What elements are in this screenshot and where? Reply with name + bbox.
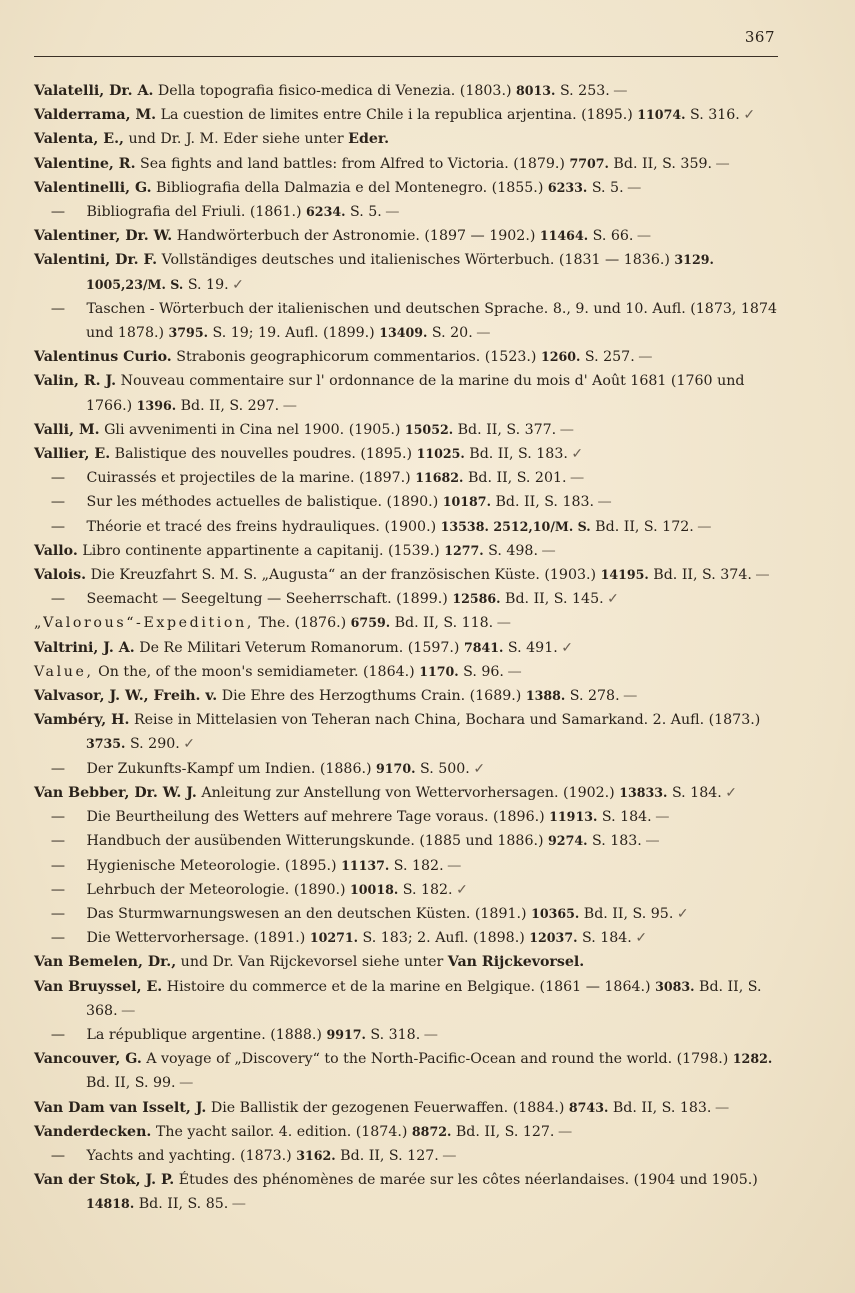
entry-heading: Valentinelli, G.: [34, 179, 152, 196]
index-entry: [34, 1047, 780, 1095]
entry-location: S. 184.: [597, 809, 652, 826]
entry-location: S. 182.: [398, 881, 453, 898]
entry-number: 6759.: [350, 615, 391, 631]
index-entry: [34, 248, 780, 296]
entry-location: S. 253.: [555, 83, 610, 99]
index-entry: [34, 442, 780, 466]
index-entry: [34, 103, 780, 127]
entry-checkmark: ✓: [557, 639, 573, 656]
index-entry: [34, 829, 780, 853]
entry-dash: —: [50, 204, 66, 221]
entry-number: 3129.: [674, 252, 714, 268]
index-entry: [34, 563, 780, 587]
index-entry: [34, 950, 780, 974]
entry-location: S. 66.: [588, 228, 634, 245]
index-entry: [34, 1144, 780, 1168]
entry-title: Die Wettervorhersage. (1891.): [82, 930, 310, 947]
entry-title: Histoire du commerce et de la marine en Belgique. (1861 — 1864.): [162, 978, 656, 995]
entry-location: S. 183.: [587, 833, 642, 850]
index-entry: [34, 1023, 780, 1047]
index-entry: [34, 757, 780, 781]
entry-location: Bd. II, S. 145.: [500, 591, 604, 608]
entry-heading: Valentine, R.: [34, 155, 136, 172]
entry-checkmark: —: [619, 688, 637, 705]
entry-title: Bibliografia del Friuli. (1861.): [82, 204, 307, 221]
entry-checkmark: —: [566, 470, 584, 487]
entry-number: 8013.: [516, 83, 556, 98]
entry-location: S. 491.: [503, 639, 558, 656]
index-entry: [34, 1096, 780, 1120]
entry-checkmark: ✓: [452, 881, 467, 898]
entry-title: Études des phénomènes de marée sur les côtes néerlandaises. (1904 und 1905.): [174, 1172, 758, 1189]
entry-location-secondary: S. 20.: [427, 325, 473, 342]
entry-checkmark: ✓: [631, 930, 647, 947]
entry-title: Sea fights and land battles: from Alfred to Victoria. (1879.): [135, 155, 570, 172]
entry-number: 12586.: [452, 591, 501, 607]
entry-checkmark: —: [693, 518, 711, 535]
entry-title: Anleitung zur Anstellung von Wettervorhersagen. (1902.): [196, 784, 620, 801]
entry-number-secondary: 2512,10/M. S.: [493, 518, 591, 534]
entry-title: Lehrbuch der Meteorologie. (1890.): [82, 881, 351, 898]
entry-checkmark: —: [117, 1002, 135, 1019]
entry-title: Die Kreuzfahrt S. M. S. „Augusta“ an der französischen Küste. (1903.): [86, 567, 601, 584]
index-entry: [34, 152, 780, 176]
entry-number: 14818.: [86, 1196, 135, 1212]
entry-number: 11913.: [549, 809, 598, 825]
entry-location: Bd. II, S. 127.: [451, 1123, 555, 1140]
entry-location: Bd. II, S. 297.: [176, 397, 280, 414]
entry-number: 6234.: [306, 204, 346, 220]
entry-title: Cuirassés et projectiles de la marine. (1897.): [82, 470, 416, 487]
entry-dash: —: [50, 470, 66, 487]
index-entry: [34, 200, 780, 224]
entry-heading: Valtrini, J. A.: [34, 639, 135, 656]
entry-dash: —: [50, 905, 66, 922]
entry-heading: Vancouver, G.: [34, 1051, 142, 1068]
entry-title: Das Sturmwarnungswesen an den deutschen Küsten. (1891.): [82, 905, 532, 922]
index-entry: [34, 975, 780, 1023]
entry-dash: —: [50, 833, 66, 850]
entry-number: 11025.: [416, 446, 465, 462]
entry-title: und Dr. J. M. Eder siehe unter: [123, 131, 349, 148]
index-entry: [34, 708, 780, 756]
entry-heading: Valenta, E.,: [34, 131, 124, 148]
index-entry: [34, 902, 780, 926]
entry-number: 7707.: [569, 155, 609, 171]
index-entry: [34, 297, 780, 345]
entry-location: S. 5.: [587, 179, 624, 196]
entry-heading: Van Bruyssel, E.: [34, 978, 163, 995]
entry-location: Bd. II, S. 183.: [490, 494, 595, 511]
entry-number: 1277.: [444, 542, 484, 558]
entry-title: De Re Militari Veterum Romanorum. (1597.): [134, 639, 464, 656]
entry-checkmark: —: [472, 325, 490, 342]
entry-checkmark: —: [651, 809, 669, 826]
entry-title: Gli avvenimenti in Cina nel 1900. (1905.): [99, 421, 405, 438]
entry-number: 10271.: [309, 930, 359, 946]
entry-dash: —: [50, 1026, 66, 1043]
entry-number: 11464.: [539, 228, 589, 244]
index-entry: [34, 79, 780, 103]
entry-location: Bd. II, S. 99.: [86, 1075, 176, 1092]
entry-title: A voyage of „Discovery“ to the North-Pacific-Ocean and round the world. (1798.): [141, 1051, 733, 1068]
entry-checkmark: ✓: [567, 446, 583, 463]
entry-location: S. 318.: [365, 1026, 421, 1043]
entry-checkmark: —: [594, 494, 611, 511]
entry-number: 9274.: [548, 833, 588, 849]
entry-heading: Valentini, Dr. F.: [34, 252, 158, 269]
index-entry: [34, 1168, 780, 1216]
entry-checkmark: —: [493, 615, 510, 632]
entry-title: Nouveau commentaire sur l' ordonnance de la marine du mois d' Août 1681 (1760 und 1766.): [86, 373, 745, 414]
entry-checkmark: ✓: [469, 760, 485, 777]
entry-checkmark: —: [633, 228, 651, 245]
entry-title: Hygienische Meteorologie. (1895.): [82, 857, 342, 874]
entry-number: 8872.: [411, 1123, 452, 1139]
entry-checkmark: —: [641, 833, 659, 850]
index-entry: [34, 781, 780, 805]
entry-number: 1396.: [136, 397, 177, 413]
entry-title: Vollständiges deutsches und italienisches Wörterbuch. (1831 — 1836.): [157, 252, 675, 269]
entry-checkmark: —: [503, 663, 521, 680]
entry-location: S. 257.: [580, 349, 635, 366]
entry-number: 9917.: [326, 1026, 366, 1042]
index-entry: [34, 539, 780, 563]
entry-number-secondary: 12037.: [529, 930, 578, 946]
entry-heading: Valentinus Curio.: [34, 349, 172, 366]
entry-location: S. 500.: [415, 760, 470, 777]
entry-location-secondary: S. 184.: [577, 930, 632, 947]
entry-number: 14195.: [600, 567, 649, 583]
entry-checkmark: —: [175, 1075, 193, 1092]
index-entry: [34, 854, 780, 878]
entry-title: Seemacht — Seegeltung — Seeherrschaft. (1899.): [82, 591, 453, 608]
entry-dash: —: [50, 494, 66, 511]
entry-location: Bd. II, S. 374.: [648, 567, 752, 584]
entry-heading: Vanderdecken.: [34, 1123, 152, 1140]
entry-number: 11137.: [341, 857, 390, 873]
entry-number-secondary: 13409.: [379, 325, 428, 341]
index-entry: [34, 127, 780, 151]
entry-checkmark: —: [554, 1123, 572, 1140]
index-entry: [34, 345, 780, 369]
header-rule: [34, 56, 778, 57]
entry-number-secondary: 1005,23/M. S.: [86, 276, 184, 292]
index-entry: [34, 176, 780, 200]
entry-location: S. 183; 2. Aufl. (1898.): [358, 930, 530, 947]
entry-number: 1170.: [419, 663, 459, 679]
entry-location: Bd. II, S. 201.: [463, 470, 567, 487]
entry-location: S. 184.: [667, 784, 722, 801]
entry-title: Reise in Mittelasien von Teheran nach China, Bochara und Samarkand. 2. Aufl. (1873.): [129, 712, 761, 729]
index-entry: [34, 587, 780, 611]
entry-checkmark: —: [556, 421, 573, 438]
entry-dash: —: [50, 591, 66, 608]
entry-number: 10365.: [531, 905, 580, 921]
entry-title: Sur les méthodes actuelles de balistique. (1890.): [82, 494, 443, 511]
index-entry: [34, 515, 780, 539]
entry-location: Bd. II, S. 183.: [608, 1099, 712, 1116]
entry-heading: Valvasor, J. W., Freih. v.: [34, 688, 218, 705]
entry-title: Die Beurtheilung des Wetters auf mehrere Tage voraus. (1896.): [82, 809, 550, 826]
entry-location: S. 96.: [458, 663, 504, 680]
entry-location: Bd. II, S. 377.: [453, 421, 557, 438]
entry-location: S. 19; 19. Aufl. (1899.): [207, 325, 380, 342]
entry-title: Die Ehre des Herzogthums Crain. (1689.): [217, 688, 526, 705]
entry-heading: Valin, R. J.: [34, 373, 117, 390]
entry-location: Bd. II, S. 183.: [464, 446, 568, 463]
entry-heading: Van der Stok, J. P.: [34, 1172, 175, 1189]
entry-heading: Van Bebber, Dr. W. J.: [34, 784, 197, 801]
entry-title: La république argentine. (1888.): [82, 1026, 327, 1043]
entry-checkmark: —: [438, 1147, 456, 1164]
entry-location: Bd. II, S. 95.: [579, 905, 674, 922]
index-entry: [34, 1120, 780, 1144]
entry-checkmark: —: [279, 397, 296, 414]
entry-crossref: Van Rijckevorsel.: [447, 954, 585, 971]
entry-title: Théorie et tracé des freins hydrauliques. (1900.): [82, 518, 441, 535]
entry-title: La cuestion de limites entre Chile i la republica arjentina. (1895.): [156, 107, 638, 124]
entry-location-secondary: Bd. II, S. 172.: [590, 518, 694, 535]
entry-dash: —: [50, 300, 66, 317]
entry-checkmark: —: [712, 155, 729, 172]
entry-location: S. 182.: [389, 857, 444, 874]
entry-dash: —: [50, 881, 66, 898]
entry-number: 1388.: [525, 688, 566, 704]
index-entry: [34, 369, 780, 417]
entry-checkmark: —: [420, 1026, 437, 1043]
entry-heading: Vambéry, H.: [34, 712, 130, 729]
entry-number: 6233.: [547, 179, 588, 195]
entry-number: 8743.: [568, 1099, 609, 1115]
entry-dash: —: [50, 1147, 66, 1164]
entry-number: 15052.: [404, 421, 454, 437]
entry-heading: Valatelli, Dr. A.: [34, 83, 154, 99]
entry-number: 3795.: [168, 325, 208, 341]
entry-title: On the, of the moon's semidiameter. (1864.): [93, 663, 420, 680]
entry-heading: Vallier, E.: [34, 446, 111, 463]
entry-checkmark: —: [751, 567, 769, 584]
entry-location: Bd. II, S. 368.: [86, 978, 762, 1019]
entry-number: 3735.: [86, 736, 126, 752]
index-entry: [34, 611, 780, 635]
entry-checkmark: —: [228, 1196, 245, 1213]
index-entry: [34, 660, 780, 684]
entry-title: Der Zukunfts-Kampf um Indien. (1886.): [82, 760, 377, 777]
entry-location: Bd. II, S. 359.: [608, 155, 713, 172]
entry-number: 3162.: [296, 1147, 336, 1163]
entry-heading: Valois.: [34, 567, 87, 584]
entry-checkmark: —: [634, 349, 652, 366]
entry-number: 11074.: [637, 107, 686, 123]
entry-heading: Valderrama, M.: [34, 107, 157, 124]
entry-number: 10018.: [350, 881, 399, 897]
entry-checkmark: —: [443, 857, 461, 874]
entry-location: S. 316.: [685, 107, 740, 124]
entry-number: 13833.: [619, 784, 668, 800]
entry-number: 11682.: [415, 470, 464, 486]
entry-spaced-heading: „Valorous“-Expedition,: [34, 615, 254, 632]
index-entry: [34, 805, 780, 829]
entry-number: 1282.: [732, 1051, 773, 1067]
entry-title: und Dr. Van Rijckevorsel siehe unter: [176, 954, 448, 971]
entry-title: Handwörterbuch der Astronomie. (1897 — 1902.): [172, 228, 540, 245]
entry-number: 9170.: [376, 760, 416, 776]
entry-title: Handbuch der ausübenden Witterungskunde. (1885 und 1886.): [82, 833, 549, 850]
entry-checkmark: ✓: [721, 784, 737, 801]
entry-dash: —: [50, 930, 66, 947]
entry-location: Bd. II, S. 118.: [390, 615, 494, 632]
index-entry: [34, 490, 780, 514]
entry-checkmark: —: [537, 542, 555, 559]
entry-crossref: Eder.: [348, 131, 390, 148]
entry-title: Strabonis geographicorum commentarios. (1523.): [171, 349, 541, 366]
entry-heading: Valentiner, Dr. W.: [34, 228, 173, 245]
index-entry: [34, 878, 780, 902]
entry-number: 7841.: [463, 639, 504, 655]
entry-heading: Van Dam van Isselt, J.: [34, 1099, 207, 1116]
entry-location: S. 290.: [125, 736, 180, 753]
entry-number: 10187.: [442, 494, 491, 510]
entry-dash: —: [50, 809, 66, 826]
entry-number: 13538.: [440, 518, 489, 534]
entry-title: Libro continente appartinente a capitanij. (1539.): [77, 542, 445, 559]
entry-title: Die Ballistik der gezogenen Feuerwaffen. (1884.): [206, 1099, 569, 1116]
entry-title: Della topografia fisico-medica di Venezia. (1803.): [153, 83, 516, 99]
index-entry: [34, 466, 780, 490]
entry-checkmark: ✓: [603, 591, 619, 608]
page-number: 367: [744, 28, 775, 46]
entry-dash: —: [50, 518, 66, 535]
index-entry: [34, 418, 780, 442]
entry-spaced-heading: Value,: [34, 663, 94, 680]
entry-checkmark: —: [609, 83, 627, 99]
entry-heading: Van Bemelen, Dr.,: [34, 954, 177, 971]
entry-title: Yachts and yachting. (1873.): [82, 1147, 297, 1164]
index-entries: [34, 79, 780, 1217]
entry-heading: Vallo.: [34, 542, 78, 559]
entry-number: 3083.: [655, 978, 695, 994]
entry-checkmark: —: [381, 204, 399, 221]
entry-title: Bibliografia della Dalmazia e del Montenegro. (1855.): [151, 179, 548, 196]
entry-checkmark: ✓: [673, 905, 688, 922]
entry-checkmark: —: [711, 1099, 729, 1116]
entry-location-secondary: S. 19.: [183, 276, 229, 293]
entry-heading: Valli, M.: [34, 421, 100, 438]
entry-title: The. (1876.): [253, 615, 351, 632]
index-entry: [34, 636, 780, 660]
entry-location: S. 498.: [483, 542, 538, 559]
entry-title: The yacht sailor. 4. edition. (1874.): [151, 1123, 412, 1140]
index-entry: [34, 684, 780, 708]
index-entry: [34, 224, 780, 248]
entry-checkmark: ✓: [228, 276, 244, 293]
entry-title: Balistique des nouvelles poudres. (1895.): [110, 446, 417, 463]
entry-title: Taschen - Wörterbuch der italienischen und deutschen Sprache. 8., 9. und 10. Aufl. (1873, 1874 und 1878.): [82, 300, 777, 342]
entry-checkmark: ✓: [739, 107, 755, 124]
entry-location: S. 5.: [345, 204, 382, 221]
entry-dash: —: [50, 857, 66, 874]
entry-checkmark: ✓: [179, 736, 195, 753]
entry-location: Bd. II, S. 127.: [335, 1147, 439, 1164]
entry-number: 1260.: [540, 349, 581, 365]
index-entry: [34, 926, 780, 950]
entry-dash: —: [50, 760, 66, 777]
entry-location: S. 278.: [565, 688, 620, 705]
entry-checkmark: —: [623, 179, 641, 196]
entry-location: Bd. II, S. 85.: [134, 1196, 229, 1213]
